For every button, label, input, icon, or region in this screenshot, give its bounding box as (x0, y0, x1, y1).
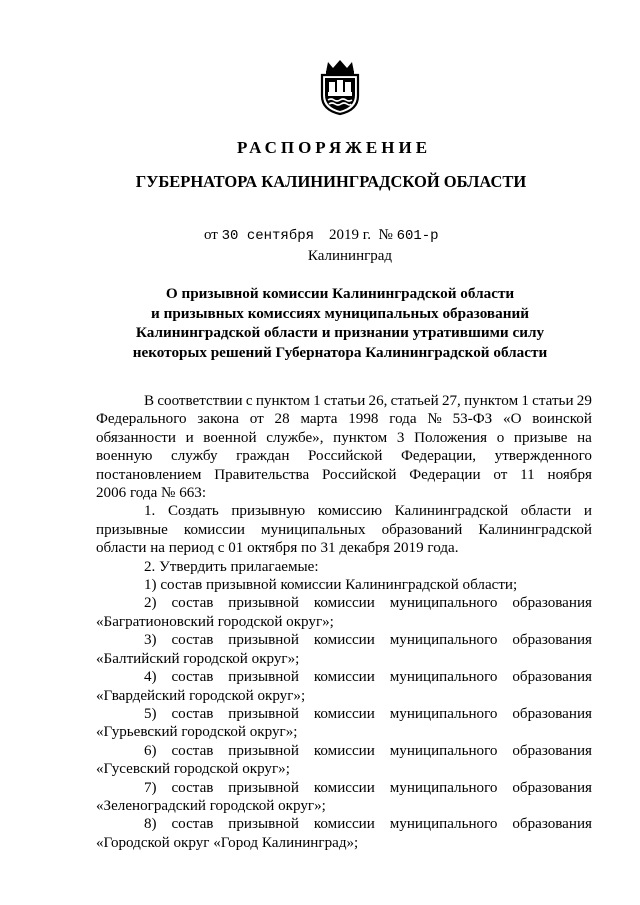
date-prefix: от (204, 227, 218, 243)
body-line: 6) состав призывной комиссии муниципального образования (144, 742, 592, 759)
body-line: «Зеленоградский городской округ»; (96, 797, 326, 814)
body-line: «Гусевский городской округ»; (96, 761, 290, 778)
body-line: В соответствии с пунктом 1 статьи 26, статьей 27, пунктом 1 статьи 29 (144, 393, 592, 409)
subject-line: Калининградской области и признании утратившими силу (135, 324, 545, 341)
date-day-month: 30 сентября (221, 228, 315, 244)
body-line: 4) состав призывной комиссии муниципального образования (144, 669, 592, 686)
date-line (204, 227, 439, 244)
document-number: 601-р (396, 228, 439, 244)
body-line: области на период с 01 октября по 31 декабря 2019 года. (96, 540, 459, 557)
body-line: «Гвардейский городской округ»; (96, 687, 306, 704)
body-line: 2006 года № 663: (96, 485, 207, 502)
body-line: «Балтийский городской округ»; (96, 650, 300, 667)
number-sign: № (378, 227, 393, 243)
body-line: 2) состав призывной комиссии муниципального образования (144, 595, 592, 612)
body-line: «Городской округ «Город Калининград»; (96, 834, 359, 851)
body-line: 1. Создать призывную комиссию Калининградской области и (144, 503, 592, 520)
body-line: 2. Утвердить прилагаемые: (144, 558, 319, 575)
document-body (96, 392, 592, 852)
subject-line: некоторых решений Губернатора Калининградской области (132, 343, 548, 361)
body-line: военную службу граждан Российской Федерации, утвержденного (96, 448, 592, 465)
body-line: 5) состав призывной комиссии муниципального образования (144, 705, 592, 722)
body-line: 1) состав призывной комиссии Калининградской области; (144, 577, 518, 594)
issuer-title: ГУБЕРНАТОРА КАЛИНИНГРАДСКОЙ ОБЛАСТИ (135, 172, 527, 191)
date-year: 2019 г. (329, 227, 371, 243)
body-line: обязанности и военной службе», пунктом 3 Положения о призыве на (96, 429, 592, 446)
document-type-title: РАСПОРЯЖЕНИЕ (236, 138, 432, 157)
body-line: «Гурьевский городской округ»; (96, 724, 298, 741)
city-name: Калининград (307, 248, 393, 264)
body-line: призывные комиссии муниципальных образований Калининградской (96, 521, 592, 538)
body-line: 3) состав призывной комиссии муниципального образования (144, 632, 592, 649)
subject-line: О призывной комиссии Калининградской области (165, 285, 515, 302)
body-line: 7) состав призывной комиссии муниципального образования (144, 779, 592, 796)
kaliningrad-coat-of-arms-icon (318, 58, 362, 116)
document-subject (100, 284, 580, 362)
body-line: Федерального закона от 28 марта 1998 года № 53-ФЗ «О воинской (96, 411, 592, 428)
body-line: 8) состав призывной комиссии муниципального образования (144, 816, 592, 833)
subject-line: и призывных комиссиях муниципальных образований (151, 304, 529, 322)
body-line: постановлением Правительства Российской Федерации от 11 ноября (96, 466, 592, 483)
body-line: «Багратионовский городской округ»; (96, 613, 334, 630)
